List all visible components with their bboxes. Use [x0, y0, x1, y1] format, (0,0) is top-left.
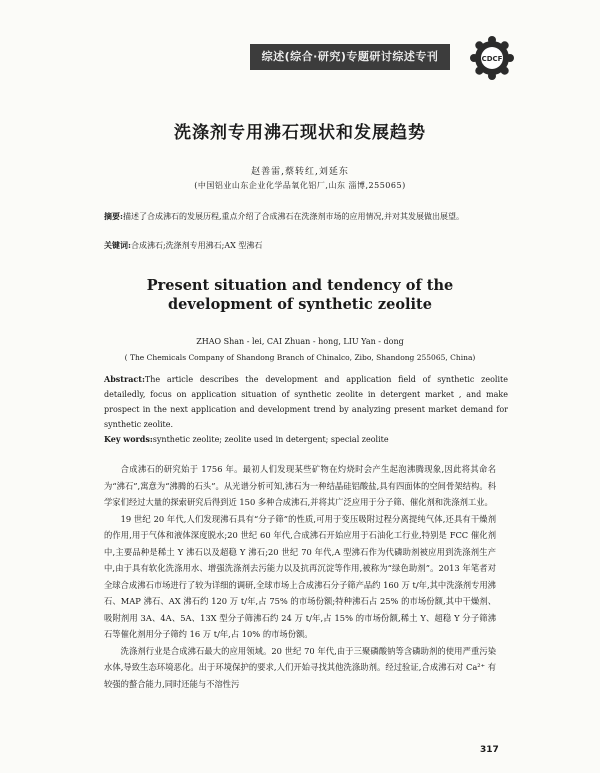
affiliation-chinese: (中国铝业山东企业化学品氧化铝厂,山东 淄博,255065): [194, 181, 406, 190]
body-paragraph-2: 19 世纪 20 年代,人们发现沸石具有“分子筛”的性质,可用于变压吸附过程分离提纯气体,还具有干燥剂的作用,用于气体和液体深度脱水;20 世纪 60 年代,合成沸石开始应用于石油化工行业,特别是 FCC 催化剂中,主要品种是稀土 Y 沸石以及超稳 Y 沸石;20 世纪 70 年代,A 型沸石作为代磷助剂被应用到洗涤剂生产中,由于具有软化洗涤用水、增强洗涤剂去污能力以及抗再沉淀等作用,被称为“绿色助剂”。2013 年笔者对全球合成沸石市场进行了较为详细的调研,全球市场上合成沸石分子筛产品约 160 万 t/年,其中洗涤剂专用沸石、MAP 沸石、AX 沸石约 120 万 t/年,占 75% 的市场份额;特种沸石占 25% 的市场份额,其中干燥剂、吸附剂用 3A、4A、5A、13X 型分子筛沸石约 24 万 t/年,占 15% 的市场份额,稀土 Y、超稳 Y 分子筛沸石等催化剂用分子筛约 16 万 t/年,占 10% 的市场份额。: [104, 513, 496, 639]
keywords-chinese-label: 关键词:: [104, 240, 131, 250]
abstract-english-label: Abstract:: [104, 374, 145, 384]
logo-text: CDCF: [481, 55, 503, 63]
title-english-line1: Present situation and tendency of the: [146, 277, 454, 294]
page-number: 317: [480, 745, 499, 755]
keywords-chinese-text: 合成沸石;洗涤剂专用沸石;AX 型沸石: [130, 241, 263, 250]
keywords-english: [104, 432, 508, 447]
abstract-chinese: [104, 209, 508, 224]
keywords-english-label: Key words:: [104, 434, 153, 444]
title-english-line2: development of synthetic zeolite: [168, 296, 432, 313]
abstract-english: [104, 372, 508, 432]
keywords-chinese: [104, 238, 508, 253]
title-english: [0, 276, 600, 314]
body-paragraph-3: 洗涤剂行业是合成沸石最大的应用领域。20 世纪 70 年代,由于三聚磷酸钠等含磷助剂的使用严重污染水体,导致生态环境恶化。出于环境保护的要求,人们开始寻找其他洗涤助剂。经过验证,合成沸石对 Ca²⁺ 有较强的螯合能力,同时还能与不溶性污: [104, 645, 496, 689]
body-text: [104, 461, 496, 692]
cdcf-logo: [468, 34, 516, 82]
body-paragraph-1: 合成沸石的研究始于 1756 年。最初人们发现某些矿物在灼烧时会产生起泡沸腾现象,因此将其命名为“沸石”,寓意为“沸腾的石头”。从光谱分析可知,沸石为一种结晶硅铝酸盐,具有四面体的空间骨架结构。科学家们经过大量的探索研究后得到近 150 多种合成沸石,并将其广泛应用于分子筛、催化剂和洗涤剂工业。: [104, 464, 496, 507]
authors-english: ZHAO Shan - lei, CAI Zhuan - hong, LIU Yan - dong: [196, 337, 404, 346]
journal-banner: 综述(综合·研究)专题研讨综述专刊: [250, 44, 450, 70]
title-chinese: 洗涤剂专用沸石现状和发展趋势: [174, 123, 426, 143]
authors-chinese: 赵善雷,蔡转红,刘延东: [251, 167, 349, 177]
abstract-english-text: The article describes the development and application field of synthetic zeolite detailedly, focus on application situation of synthetic zeolite in detergent market , and make prospect in the next application and development trend by analyzing present market demand for synthetic zeolite.: [104, 375, 508, 429]
abstract-chinese-label: 摘要:: [104, 211, 123, 221]
affiliation-english: ( The Chemicals Company of Shandong Branch of Chinalco, Zibo, Shandong 255065, China): [124, 353, 476, 362]
abstract-chinese-text: 描述了合成沸石的发展历程,重点介绍了合成沸石在洗涤剂市场的应用情况,并对其发展做出展望。: [122, 212, 465, 221]
keywords-english-text: synthetic zeolite; zeolite used in detergent; special zeolite: [152, 435, 389, 444]
